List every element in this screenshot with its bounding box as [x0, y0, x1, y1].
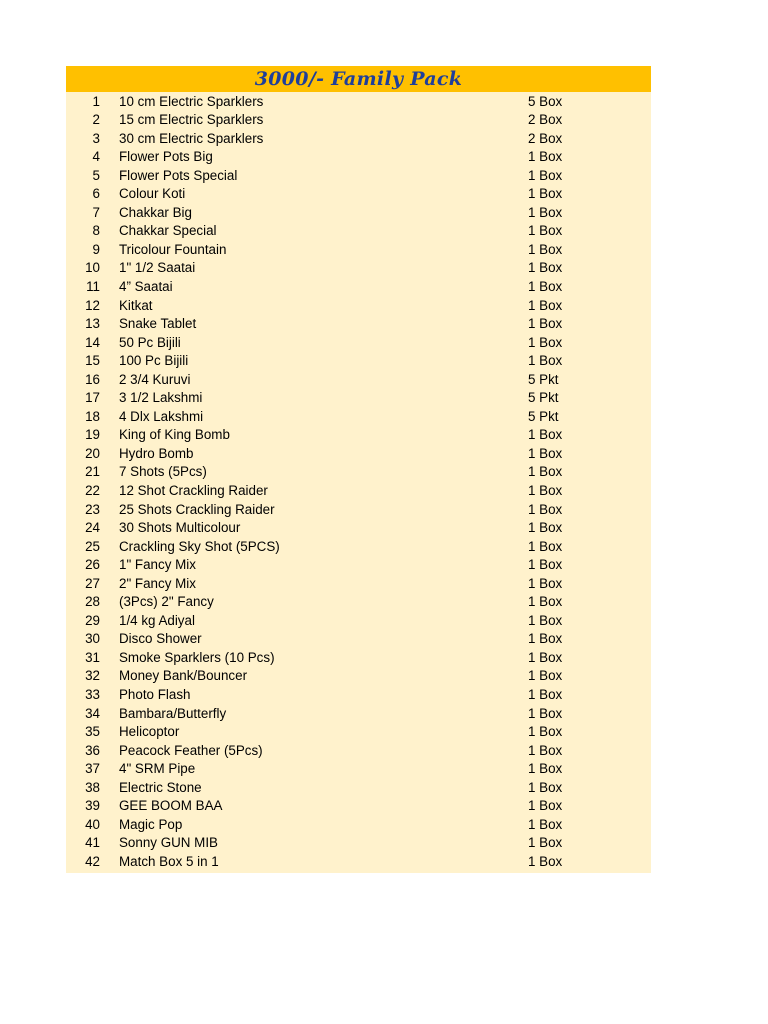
table-row [66, 111, 651, 130]
item-quantity: 1 Box [528, 501, 563, 517]
item-number: 5 [92, 167, 100, 183]
item-quantity: 1 Box [528, 761, 563, 777]
title-band [66, 66, 651, 92]
table-row [66, 148, 651, 167]
item-name: Crackling Sky Shot (5PCS) [119, 538, 280, 554]
item-name: 12 Shot Crackling Raider [119, 482, 268, 498]
item-name: 4 Dlx Lakshmi [119, 408, 204, 424]
item-name: Magic Pop [119, 816, 183, 832]
table-row [66, 167, 651, 186]
item-quantity: 1 Box [528, 631, 563, 647]
item-number: 32 [85, 668, 100, 684]
item-name: King of King Bomb [119, 427, 230, 443]
item-number: 19 [85, 427, 100, 443]
table-row [66, 426, 651, 445]
item-name: Snake Tablet [119, 316, 197, 332]
item-name: Sonny GUN MIB [119, 835, 218, 851]
item-name: 10 cm Electric Sparklers [119, 93, 264, 109]
item-name: Photo Flash [119, 687, 191, 702]
table-row [66, 278, 651, 297]
item-quantity: 1 Box [528, 816, 563, 832]
item-quantity: 1 Box [528, 742, 563, 758]
item-number: 6 [92, 186, 100, 202]
item-number: 8 [92, 223, 100, 239]
item-name: Colour Koti [119, 186, 186, 202]
table-row [66, 742, 651, 761]
item-number: 30 [85, 631, 100, 647]
item-number: 15 [85, 353, 100, 369]
item-number: 36 [85, 742, 100, 758]
item-list [66, 93, 651, 872]
table-row [66, 723, 651, 742]
item-quantity: 1 Box [528, 594, 563, 610]
table-row [66, 204, 651, 223]
item-quantity: 1 Box [528, 835, 563, 851]
item-number: 16 [85, 371, 100, 387]
table-row [66, 93, 651, 112]
item-quantity: 1 Box [528, 557, 563, 573]
item-number: 31 [85, 649, 100, 665]
item-quantity: 1 Box [528, 779, 563, 795]
item-number: 41 [85, 835, 100, 851]
table-row [66, 760, 651, 779]
item-quantity: 2 Box [528, 112, 563, 128]
item-quantity: 1 Box [528, 649, 563, 665]
table-row [66, 538, 651, 557]
item-number: 34 [85, 705, 100, 721]
item-number: 23 [85, 501, 100, 517]
item-name: Flower Pots Special [119, 167, 238, 183]
item-name: Electric Stone [119, 779, 202, 795]
item-quantity: 5 Pkt [528, 371, 559, 387]
table-row [66, 816, 651, 835]
item-number: 27 [85, 575, 100, 591]
item-quantity: 1 Box [528, 427, 563, 443]
item-number: 24 [85, 520, 100, 536]
item-quantity: 5 Pkt [528, 408, 559, 424]
table-row [66, 334, 651, 353]
item-name: 1" 1/2 Saatai [119, 260, 196, 276]
table-row [66, 297, 651, 316]
table-row [66, 241, 651, 260]
item-quantity: 1 Box [528, 687, 563, 702]
item-name: Kitkat [119, 297, 153, 313]
table-row [66, 185, 651, 204]
table-row [66, 705, 651, 724]
table-row [66, 259, 651, 278]
table-row [66, 612, 651, 631]
item-number: 7 [92, 204, 100, 220]
item-name: Chakkar Big [119, 204, 192, 220]
table-row [66, 797, 651, 816]
item-name: Tricolour Fountain [119, 241, 227, 257]
item-quantity: 1 Box [528, 575, 563, 591]
item-name: 4” Saatai [119, 278, 173, 294]
item-name: 15 cm Electric Sparklers [119, 112, 264, 128]
table-row [66, 482, 651, 501]
item-quantity: 5 Pkt [528, 390, 559, 406]
table-row [66, 408, 651, 427]
item-name: 30 cm Electric Sparklers [119, 130, 264, 146]
item-name: 1/4 kg Adiyal [119, 612, 195, 628]
item-name: Match Box 5 in 1 [119, 853, 219, 869]
item-quantity: 1 Box [528, 612, 563, 628]
item-name: Disco Shower [119, 631, 202, 647]
table-row [66, 222, 651, 241]
table-row [66, 556, 651, 575]
item-quantity: 1 Box [528, 186, 563, 202]
item-number: 14 [85, 334, 100, 350]
table-row [66, 779, 651, 798]
item-name: 4" SRM Pipe [119, 761, 196, 777]
table-row [66, 834, 651, 853]
item-number: 26 [85, 557, 100, 573]
table-row [66, 686, 651, 705]
item-number: 18 [85, 408, 100, 424]
item-number: 39 [85, 798, 100, 814]
item-number: 10 [85, 260, 100, 276]
item-name: Peacock Feather (5Pcs) [119, 742, 263, 758]
table-row [66, 445, 651, 464]
table-row [66, 352, 651, 371]
item-number: 25 [85, 538, 100, 554]
item-number: 3 [92, 130, 100, 146]
item-name: Helicoptor [119, 724, 180, 740]
table-row [66, 130, 651, 149]
item-name: GEE BOOM BAA [119, 798, 223, 814]
item-number: 22 [85, 482, 100, 498]
item-number: 13 [85, 316, 100, 332]
item-quantity: 1 Box [528, 353, 563, 369]
item-number: 20 [85, 445, 100, 461]
item-quantity: 1 Box [528, 241, 563, 257]
item-number: 29 [85, 612, 100, 628]
item-number: 1 [92, 93, 100, 109]
item-quantity: 1 Box [528, 445, 563, 461]
item-name: 50 Pc Bijili [119, 334, 181, 350]
item-number: 42 [85, 853, 100, 869]
item-name: 100 Pc Bijili [119, 353, 189, 369]
item-quantity: 1 Box [528, 798, 563, 814]
item-number: 12 [85, 297, 100, 313]
item-number: 37 [85, 761, 100, 777]
item-number: 38 [85, 779, 100, 795]
item-quantity: 1 Box [528, 705, 563, 721]
item-quantity: 1 Box [528, 538, 563, 554]
item-name: 25 Shots Crackling Raider [119, 501, 275, 517]
item-name: Chakkar Special [119, 223, 217, 239]
item-number: 17 [85, 390, 100, 406]
item-quantity: 1 Box [528, 853, 563, 869]
item-name: Money Bank/Bouncer [119, 668, 248, 684]
item-name: 2" Fancy Mix [119, 575, 196, 591]
table-row [66, 593, 651, 612]
item-quantity: 1 Box [528, 167, 563, 183]
item-name: Bambara/Butterfly [119, 705, 227, 721]
table-row [66, 463, 651, 482]
item-name: (3Pcs) 2" Fancy [119, 594, 214, 610]
item-name: 3 1/2 Lakshmi [119, 390, 203, 406]
item-quantity: 1 Box [528, 668, 563, 684]
item-quantity: 1 Box [528, 482, 563, 498]
item-number: 33 [85, 687, 100, 702]
item-quantity: 1 Box [528, 149, 563, 165]
price-list-table [66, 66, 651, 873]
item-name: 30 Shots Multicolour [119, 520, 241, 536]
item-quantity: 1 Box [528, 204, 563, 220]
item-name: Smoke Sparklers (10 Pcs) [119, 649, 275, 665]
item-number: 11 [86, 278, 100, 294]
item-quantity: 1 Box [528, 464, 563, 480]
table-row [66, 853, 651, 872]
item-quantity: 1 Box [528, 260, 563, 276]
item-name: Hydro Bomb [119, 445, 194, 461]
item-name: 2 3/4 Kuruvi [119, 371, 191, 387]
item-quantity: 2 Box [528, 130, 563, 146]
item-number: 40 [85, 816, 100, 832]
item-quantity: 1 Box [528, 297, 563, 313]
item-name: 1" Fancy Mix [119, 557, 196, 573]
item-name: Flower Pots Big [119, 149, 213, 165]
item-quantity: 1 Box [528, 520, 563, 536]
table-row [66, 667, 651, 686]
item-number: 4 [92, 149, 100, 165]
item-number: 2 [92, 112, 100, 128]
table-row [66, 501, 651, 520]
item-number: 28 [85, 594, 100, 610]
item-quantity: 1 Box [528, 223, 563, 239]
item-quantity: 1 Box [528, 278, 563, 294]
item-quantity: 5 Box [528, 93, 563, 109]
item-number: 35 [85, 724, 100, 740]
item-quantity: 1 Box [528, 334, 563, 350]
page-title: 3000/- Family Pack [254, 68, 463, 90]
table-row [66, 371, 651, 390]
table-row [66, 630, 651, 649]
item-number: 21 [85, 464, 100, 480]
table-row [66, 519, 651, 538]
item-quantity: 1 Box [528, 724, 563, 740]
table-row [66, 389, 651, 408]
item-name: 7 Shots (5Pcs) [119, 464, 207, 480]
table-row [66, 315, 651, 334]
table-row [66, 575, 651, 594]
item-quantity: 1 Box [528, 316, 563, 332]
item-number: 9 [92, 241, 100, 257]
table-row [66, 649, 651, 668]
